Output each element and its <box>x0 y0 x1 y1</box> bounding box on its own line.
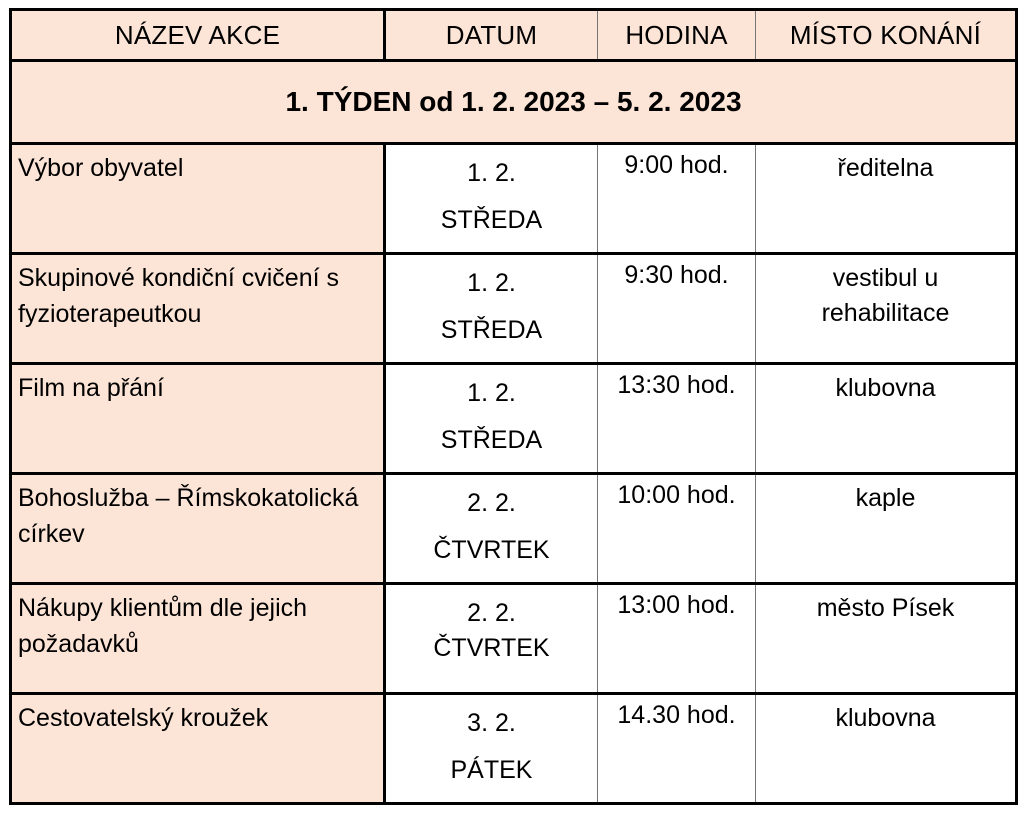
date-cell <box>385 254 598 364</box>
header-cell-misto-konani: MÍSTO KONÁNÍ <box>756 10 1017 61</box>
date-text: 2. 2. <box>467 599 516 627</box>
time-cell: 9:00 hod. <box>598 144 756 254</box>
header-cell-datum: DATUM <box>385 10 598 61</box>
place-cell: klubovna <box>756 694 1017 804</box>
table-row <box>11 474 1017 584</box>
place-cell: vestibul u rehabilitace <box>756 254 1017 364</box>
date-cell <box>385 144 598 254</box>
time-cell: 13:30 hod. <box>598 364 756 474</box>
day-text: ČTVRTEK <box>433 536 550 564</box>
week-title: 1. TÝDEN od 1. 2. 2023 – 5. 2. 2023 <box>11 61 1017 144</box>
day-text: ČTVRTEK <box>433 634 550 662</box>
header-cell-hodina: HODINA <box>598 10 756 61</box>
event-name-cell: Cestovatelský kroužek <box>11 694 385 804</box>
table-row <box>11 144 1017 254</box>
place-cell: město Písek <box>756 584 1017 694</box>
day-text: STŘEDA <box>440 206 543 234</box>
date-text: 1. 2. <box>467 269 516 297</box>
table-body <box>11 10 1017 804</box>
event-name-cell: Nákupy klientům dle jejich požadavků <box>11 584 385 694</box>
date-text: 3. 2. <box>467 709 516 737</box>
week-title-row <box>11 61 1017 144</box>
place-cell: klubovna <box>756 364 1017 474</box>
day-text: STŘEDA <box>440 316 543 344</box>
table-row <box>11 694 1017 804</box>
time-cell: 13:00 hod. <box>598 584 756 694</box>
header-row <box>11 10 1017 61</box>
event-name-cell: Film na přání <box>11 364 385 474</box>
event-name-cell: Výbor obyvatel <box>11 144 385 254</box>
date-cell <box>385 474 598 584</box>
date-text: 2. 2. <box>467 489 516 517</box>
time-cell: 14.30 hod. <box>598 694 756 804</box>
table-row <box>11 254 1017 364</box>
date-cell <box>385 364 598 474</box>
schedule-table <box>9 8 1018 805</box>
time-cell: 9:30 hod. <box>598 254 756 364</box>
event-name-cell: Skupinové kondiční cvičení s fyzioterapeutkou <box>11 254 385 364</box>
date-cell <box>385 584 598 694</box>
day-text: PÁTEK <box>450 756 533 784</box>
place-cell: kaple <box>756 474 1017 584</box>
event-name-cell: Bohoslužba – Římskokatolická církev <box>11 474 385 584</box>
day-text: STŘEDA <box>440 426 543 454</box>
date-cell <box>385 694 598 804</box>
table-row <box>11 364 1017 474</box>
header-cell-nazev-akce: NÁZEV AKCE <box>11 10 385 61</box>
date-text: 1. 2. <box>467 159 516 187</box>
place-cell: ředitelna <box>756 144 1017 254</box>
date-text: 1. 2. <box>467 379 516 407</box>
table-row <box>11 584 1017 694</box>
time-cell: 10:00 hod. <box>598 474 756 584</box>
